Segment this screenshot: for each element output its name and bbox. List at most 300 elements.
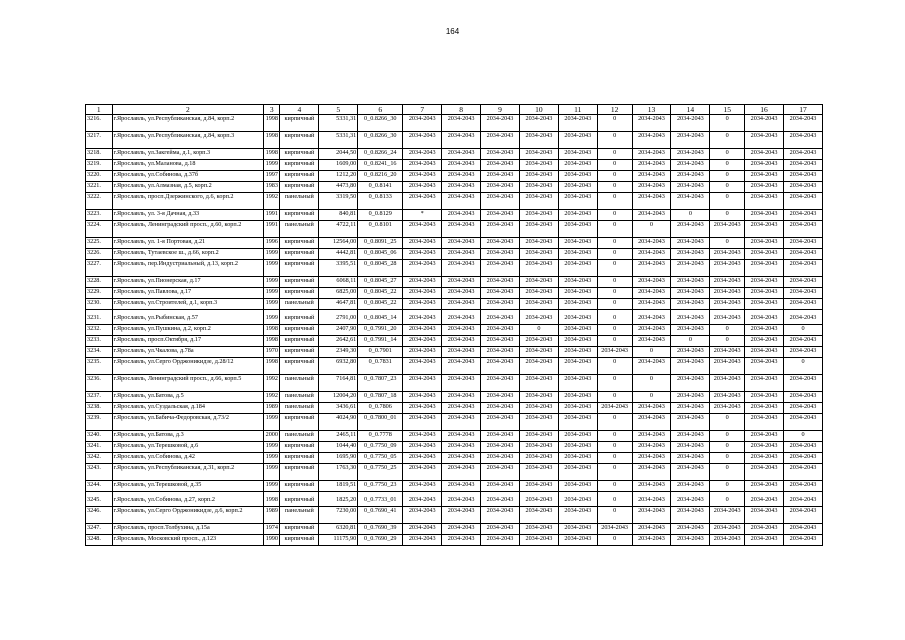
header-row: [86, 105, 823, 115]
period-cell: 2034-2043: [745, 347, 784, 358]
period-cell: 0: [710, 171, 745, 182]
period-cell: 2034-2043: [403, 414, 442, 431]
period-cell: 2034-2043: [403, 325, 442, 336]
row-number: 3225.: [86, 238, 113, 249]
period-cell: 2034-2043: [519, 238, 558, 249]
period-cell: 2034-2043: [442, 336, 481, 347]
year-cell: 1999: [264, 464, 280, 481]
period-cell: 2034-2043: [558, 403, 597, 414]
period-cell: 0: [784, 431, 823, 442]
period-cell: 2034-2043: [403, 492, 442, 507]
column-header: 8: [442, 105, 481, 115]
period-cell: 2034-2043: [784, 221, 823, 238]
period-cell: 2034-2043: [710, 260, 745, 277]
area-cell: 4722,11: [319, 221, 358, 238]
period-cell: 2034-2043: [519, 464, 558, 481]
period-cell: 2034-2043: [784, 535, 823, 546]
period-cell: 2034-2043: [671, 160, 710, 171]
period-cell: 2034-2043: [519, 375, 558, 392]
period-cell: 2034-2043: [481, 431, 520, 442]
period-cell: 2034-2043: [403, 392, 442, 403]
row-number: 3221.: [86, 182, 113, 193]
year-cell: 1996: [264, 238, 280, 249]
material-cell: кирпичный: [280, 160, 319, 171]
period-cell: 2034-2043: [671, 431, 710, 442]
period-cell: 2034-2043: [481, 403, 520, 414]
period-cell: 2034-2043: [745, 193, 784, 210]
period-cell: 2034-2043: [442, 358, 481, 375]
period-cell: 0: [597, 336, 632, 347]
period-cell: 2034-2043: [784, 492, 823, 507]
code-cell: 0_0.8266_30: [358, 132, 403, 149]
column-header: 7: [403, 105, 442, 115]
material-cell: кирпичный: [280, 288, 319, 299]
address-cell: г.Ярославль, ул.Павлова, д.17: [112, 288, 263, 299]
period-cell: 2034-2043: [481, 453, 520, 464]
row-number: 3246.: [86, 507, 113, 524]
material-cell: кирпичный: [280, 336, 319, 347]
period-cell: 2034-2043: [745, 507, 784, 524]
period-cell: 2034-2043: [403, 535, 442, 546]
material-cell: панельный: [280, 221, 319, 238]
address-cell: г.Ярославль, ул.Закгейма, д.1, корп.3: [112, 149, 263, 160]
code-cell: 0_0.8045_14: [358, 310, 403, 325]
period-cell: 2034-2043: [632, 288, 671, 299]
code-cell: 0_0.7901: [358, 347, 403, 358]
area-cell: 2349,30: [319, 347, 358, 358]
period-cell: 2034-2043: [558, 171, 597, 182]
material-cell: панельный: [280, 403, 319, 414]
address-cell: г.Ярославль, ул.Республиканская, д.31, корп.2: [112, 464, 263, 481]
period-cell: 2034-2043: [671, 414, 710, 431]
table-body: [86, 115, 823, 546]
period-cell: 0: [597, 238, 632, 249]
address-cell: г.Ярославль, ул. 1-я Портовая, д.21: [112, 238, 263, 249]
period-cell: 2034-2043: [558, 182, 597, 193]
area-cell: 7164,81: [319, 375, 358, 392]
year-cell: 1999: [264, 299, 280, 310]
year-cell: 1998: [264, 336, 280, 347]
period-cell: 2034-2043: [632, 442, 671, 453]
period-cell: 0: [597, 358, 632, 375]
period-cell: 2034-2043: [745, 310, 784, 325]
period-cell: 2034-2043: [784, 403, 823, 414]
table-row: [86, 392, 823, 403]
period-cell: 0: [597, 375, 632, 392]
address-cell: г.Ярославль, ул.Пушкина, д.2, корп.2: [112, 325, 263, 336]
material-cell: кирпичный: [280, 481, 319, 492]
period-cell: 2034-2043: [481, 325, 520, 336]
period-cell: 0: [597, 507, 632, 524]
column-header: 11: [558, 105, 597, 115]
period-cell: 2034-2043: [558, 288, 597, 299]
column-header: 15: [710, 105, 745, 115]
period-cell: 2034-2043: [745, 453, 784, 464]
period-cell: 2034-2043: [403, 193, 442, 210]
row-number: 3238.: [86, 403, 113, 414]
period-cell: 2034-2043: [403, 132, 442, 149]
period-cell: 2034-2043: [519, 507, 558, 524]
period-cell: 2034-2043: [784, 464, 823, 481]
period-cell: 2034-2043: [403, 149, 442, 160]
year-cell: 1989: [264, 403, 280, 414]
table-row: [86, 336, 823, 347]
period-cell: 2034-2043: [710, 249, 745, 260]
code-cell: 0_0.7831: [358, 358, 403, 375]
table-row: [86, 524, 823, 535]
area-cell: 4473,80: [319, 182, 358, 193]
period-cell: 2034-2043: [481, 535, 520, 546]
period-cell: 2034-2043: [481, 288, 520, 299]
code-cell: 0_0.8101: [358, 221, 403, 238]
material-cell: кирпичный: [280, 277, 319, 288]
address-cell: г.Ярославль, ул.Бабича-Федоровская, д.73/2: [112, 414, 263, 431]
period-cell: 2034-2043: [403, 115, 442, 132]
period-cell: 2034-2043: [558, 535, 597, 546]
period-cell: 2034-2043: [442, 221, 481, 238]
area-cell: 1763,30: [319, 464, 358, 481]
period-cell: 2034-2043: [632, 453, 671, 464]
period-cell: 2034-2043: [671, 347, 710, 358]
year-cell: 1999: [264, 249, 280, 260]
period-cell: 2034-2043: [745, 149, 784, 160]
period-cell: 2034-2043: [784, 160, 823, 171]
area-cell: 2642,61: [319, 336, 358, 347]
code-cell: 0_0.8266_24: [358, 149, 403, 160]
period-cell: 2034-2043: [784, 260, 823, 277]
address-cell: г.Ярославль, ул.Терешковой, д.35: [112, 481, 263, 492]
period-cell: 2034-2043: [519, 392, 558, 403]
address-cell: г.Ярославль, ул.Республиканская, д.84, корп.3: [112, 132, 263, 149]
period-cell: 2034-2043: [632, 507, 671, 524]
period-cell: 2034-2043: [558, 325, 597, 336]
period-cell: 2034-2043: [481, 221, 520, 238]
page-number: 164: [445, 27, 460, 36]
table-row: [86, 375, 823, 392]
period-cell: 2034-2043: [442, 403, 481, 414]
year-cell: 1999: [264, 453, 280, 464]
code-cell: 0_0.7778: [358, 431, 403, 442]
table-row: [86, 193, 823, 210]
period-cell: 2034-2043: [784, 238, 823, 249]
period-cell: 2034-2043: [671, 132, 710, 149]
table-row: [86, 115, 823, 132]
period-cell: 2034-2043: [632, 277, 671, 288]
address-cell: г.Ярославль, ул.Терешковой, д.6: [112, 442, 263, 453]
period-cell: 2034-2043: [784, 299, 823, 310]
year-cell: 1999: [264, 160, 280, 171]
period-cell: 2034-2043: [442, 210, 481, 221]
period-cell: 2034-2043: [784, 210, 823, 221]
period-cell: 2034-2043: [632, 299, 671, 310]
material-cell: панельный: [280, 193, 319, 210]
period-cell: 2034-2043: [632, 481, 671, 492]
period-cell: 2034-2043: [442, 182, 481, 193]
period-cell: 2034-2043: [784, 524, 823, 535]
period-cell: 2034-2043: [745, 288, 784, 299]
period-cell: 0: [597, 210, 632, 221]
period-cell: 2034-2043: [519, 210, 558, 221]
period-cell: 2034-2043: [671, 299, 710, 310]
period-cell: 2034-2043: [710, 221, 745, 238]
column-header: 16: [745, 105, 784, 115]
period-cell: 2034-2043: [710, 299, 745, 310]
period-cell: 2034-2043: [558, 492, 597, 507]
year-cell: 1983: [264, 182, 280, 193]
table-row: [86, 403, 823, 414]
period-cell: 2034-2043: [481, 375, 520, 392]
address-cell: г.Ярославль, Московский просп., д.123: [112, 535, 263, 546]
address-cell: г.Ярославль, просп.Дзержинского, д.6, корп.2: [112, 193, 263, 210]
code-cell: 0_0.8266_30: [358, 115, 403, 132]
material-cell: панельный: [280, 392, 319, 403]
period-cell: 2034-2043: [710, 288, 745, 299]
period-cell: 0: [597, 431, 632, 442]
period-cell: 2034-2043: [519, 160, 558, 171]
period-cell: 2034-2043: [481, 160, 520, 171]
code-cell: 0_0.8241_16: [358, 160, 403, 171]
period-cell: 2034-2043: [558, 132, 597, 149]
year-cell: 1999: [264, 260, 280, 277]
table-row: [86, 249, 823, 260]
period-cell: 2034-2043: [519, 535, 558, 546]
period-cell: 0: [597, 325, 632, 336]
table-row: [86, 132, 823, 149]
year-cell: 2000: [264, 431, 280, 442]
column-header: 5: [319, 105, 358, 115]
period-cell: 2034-2043: [481, 132, 520, 149]
period-cell: 0: [597, 481, 632, 492]
area-cell: 4024,90: [319, 414, 358, 431]
address-cell: г.Ярославль, ул.Республиканская, д.84, корп.2: [112, 115, 263, 132]
column-header: 13: [632, 105, 671, 115]
material-cell: кирпичный: [280, 358, 319, 375]
period-cell: 2034-2043: [481, 392, 520, 403]
area-cell: 6068,11: [319, 277, 358, 288]
period-cell: 2034-2043: [442, 535, 481, 546]
period-cell: 2034-2043: [710, 277, 745, 288]
period-cell: 2034-2043: [632, 160, 671, 171]
period-cell: 2034-2043: [519, 403, 558, 414]
period-cell: 2034-2043: [632, 115, 671, 132]
period-cell: 0: [710, 210, 745, 221]
period-cell: 2034-2043: [519, 277, 558, 288]
year-cell: 1992: [264, 193, 280, 210]
code-cell: 0_0.7733_01: [358, 492, 403, 507]
address-cell: г.Ярославль, просп.Толбухина, д.15а: [112, 524, 263, 535]
period-cell: 2034-2043: [784, 249, 823, 260]
period-cell: 2034-2043: [671, 392, 710, 403]
row-number: 3235.: [86, 358, 113, 375]
year-cell: 1999: [264, 310, 280, 325]
period-cell: 2034-2043: [519, 347, 558, 358]
period-cell: 2034-2043: [632, 336, 671, 347]
period-cell: 2034-2043: [403, 464, 442, 481]
material-cell: кирпичный: [280, 414, 319, 431]
period-cell: 2034-2043: [745, 524, 784, 535]
period-cell: 2034-2043: [442, 524, 481, 535]
period-cell: 2034-2043: [745, 260, 784, 277]
area-cell: 3319,50: [319, 193, 358, 210]
period-cell: 2034-2043: [403, 249, 442, 260]
table-row: [86, 464, 823, 481]
period-cell: 2034-2043: [745, 442, 784, 453]
area-cell: 6932,80: [319, 358, 358, 375]
period-cell: 2034-2043: [403, 403, 442, 414]
period-cell: 2034-2043: [442, 325, 481, 336]
code-cell: 0_0.7750_05: [358, 453, 403, 464]
code-cell: 0_0.7991_14: [358, 336, 403, 347]
column-header: 14: [671, 105, 710, 115]
period-cell: 0: [710, 115, 745, 132]
period-cell: 2034-2043: [558, 299, 597, 310]
period-cell: 2034-2043: [784, 149, 823, 160]
row-number: 3237.: [86, 392, 113, 403]
material-cell: панельный: [280, 507, 319, 524]
area-cell: 12004,20: [319, 392, 358, 403]
year-cell: 1998: [264, 325, 280, 336]
period-cell: 2034-2043: [519, 336, 558, 347]
table-row: [86, 182, 823, 193]
code-cell: 0_0.7690_29: [358, 535, 403, 546]
period-cell: 2034-2043: [558, 347, 597, 358]
material-cell: кирпичный: [280, 210, 319, 221]
period-cell: 2034-2043: [745, 182, 784, 193]
period-cell: 2034-2043: [745, 221, 784, 238]
area-cell: 7230,00: [319, 507, 358, 524]
year-cell: 1992: [264, 392, 280, 403]
table-row: [86, 299, 823, 310]
year-cell: 1997: [264, 171, 280, 182]
period-cell: 2034-2043: [671, 221, 710, 238]
area-cell: 11175,90: [319, 535, 358, 546]
period-cell: 2034-2043: [632, 310, 671, 325]
period-cell: 2034-2043: [671, 171, 710, 182]
year-cell: 1999: [264, 442, 280, 453]
address-cell: г.Ярославль, ул.Серго Орджоникидзе, д.28/12: [112, 358, 263, 375]
table-row: [86, 171, 823, 182]
period-cell: 0: [710, 464, 745, 481]
period-cell: 2034-2043: [710, 392, 745, 403]
address-cell: г.Ярославль, просп.Октября, д.17: [112, 336, 263, 347]
code-cell: 0_0.8045_28: [358, 260, 403, 277]
period-cell: 0: [710, 431, 745, 442]
period-cell: 2034-2043: [403, 375, 442, 392]
code-cell: 0_0.7690_39: [358, 524, 403, 535]
column-header: 6: [358, 105, 403, 115]
code-cell: 0_0.8216_20: [358, 171, 403, 182]
housing-register-table: [85, 104, 823, 546]
table-row: [86, 221, 823, 238]
code-cell: 0_0.7750_25: [358, 464, 403, 481]
address-cell: г.Ярославль, ул.Строителей, д.1, корп.3: [112, 299, 263, 310]
period-cell: 2034-2043: [558, 507, 597, 524]
material-cell: кирпичный: [280, 149, 319, 160]
period-cell: 2034-2043: [671, 492, 710, 507]
area-cell: 3436,61: [319, 403, 358, 414]
row-number: 3231.: [86, 310, 113, 325]
period-cell: 2034-2043: [632, 171, 671, 182]
year-cell: 1999: [264, 481, 280, 492]
period-cell: 2034-2043: [671, 193, 710, 210]
period-cell: 2034-2043: [442, 347, 481, 358]
period-cell: 0: [597, 442, 632, 453]
column-header: 1: [86, 105, 113, 115]
area-cell: 5331,31: [319, 115, 358, 132]
material-cell: кирпичный: [280, 260, 319, 277]
table-row: [86, 310, 823, 325]
period-cell: 2034-2043: [671, 288, 710, 299]
period-cell: 0: [597, 492, 632, 507]
period-cell: 2034-2043: [632, 193, 671, 210]
material-cell: кирпичный: [280, 524, 319, 535]
period-cell: 0: [710, 453, 745, 464]
period-cell: 2034-2043: [710, 358, 745, 375]
address-cell: г.Ярославль, Тутаевское ш., д.66, корп.2: [112, 249, 263, 260]
code-cell: 0_0.7991_20: [358, 325, 403, 336]
table-row: [86, 325, 823, 336]
period-cell: 2034-2043: [671, 249, 710, 260]
area-cell: 6320,81: [319, 524, 358, 535]
table-row: [86, 160, 823, 171]
period-cell: 2034-2043: [558, 464, 597, 481]
table-row: [86, 260, 823, 277]
period-cell: 0: [597, 193, 632, 210]
period-cell: 0: [710, 132, 745, 149]
row-number: 3248.: [86, 535, 113, 546]
material-cell: кирпичный: [280, 310, 319, 325]
period-cell: 0: [597, 453, 632, 464]
year-cell: 1989: [264, 507, 280, 524]
period-cell: 2034-2043: [597, 403, 632, 414]
period-cell: 2034-2043: [710, 310, 745, 325]
period-cell: 2034-2043: [403, 507, 442, 524]
row-number: 3226.: [86, 249, 113, 260]
material-cell: кирпичный: [280, 464, 319, 481]
year-cell: 1998: [264, 115, 280, 132]
period-cell: 2034-2043: [784, 336, 823, 347]
material-cell: кирпичный: [280, 325, 319, 336]
period-cell: 2034-2043: [745, 431, 784, 442]
period-cell: 2034-2043: [558, 210, 597, 221]
period-cell: 2034-2043: [671, 238, 710, 249]
period-cell: 0: [710, 193, 745, 210]
period-cell: 2034-2043: [671, 277, 710, 288]
code-cell: 0_0.7750_09: [358, 442, 403, 453]
period-cell: 2034-2043: [442, 132, 481, 149]
year-cell: 1998: [264, 492, 280, 507]
period-cell: 2034-2043: [784, 182, 823, 193]
year-cell: 1974: [264, 524, 280, 535]
period-cell: 2034-2043: [442, 375, 481, 392]
period-cell: 2034-2043: [481, 171, 520, 182]
row-number: 3239.: [86, 414, 113, 431]
code-cell: 0_0.8141: [358, 182, 403, 193]
period-cell: 2034-2043: [745, 171, 784, 182]
period-cell: 2034-2043: [710, 347, 745, 358]
period-cell: 2034-2043: [403, 299, 442, 310]
period-cell: 2034-2043: [403, 347, 442, 358]
period-cell: 0: [710, 149, 745, 160]
period-cell: 2034-2043: [442, 464, 481, 481]
period-cell: 2034-2043: [597, 347, 632, 358]
period-cell: 2034-2043: [558, 524, 597, 535]
table-row: [86, 347, 823, 358]
row-number: 3217.: [86, 132, 113, 149]
period-cell: 2034-2043: [745, 492, 784, 507]
period-cell: 2034-2043: [481, 299, 520, 310]
year-cell: 1999: [264, 414, 280, 431]
